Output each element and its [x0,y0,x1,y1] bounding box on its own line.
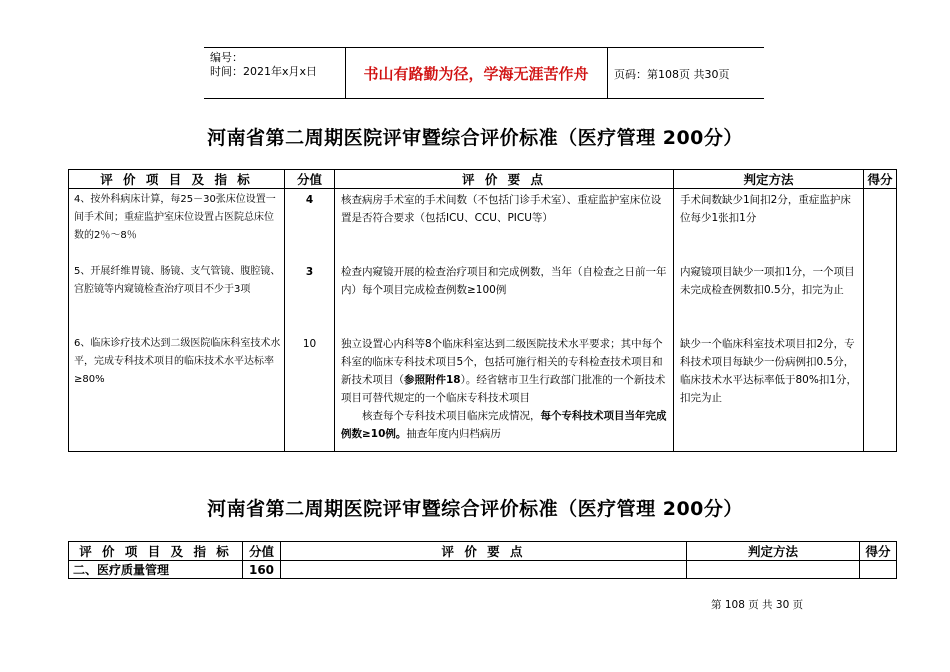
req-6-check [341,407,668,443]
header-page-number: 页码：第108页 共30页 [614,68,730,81]
req-6-check-text: 抽查年度内归档病历 [406,428,501,440]
col-header-item: 评 价 项 目 及 指 标 [69,542,243,561]
req-6-text: 独立设置心内科等8个临床科室达到二级医院技术水平要求；其中每个科室的临床专科技术项目5个，包括可施行相关的专科检查技术项目和新技术项目（ [341,338,663,386]
col-header-requirements: 评 价 要 点 [335,170,674,189]
score-6: 10 [302,338,317,350]
req-5: 检查内窥镜开展的检查治疗项目和完成例数，当年（自检查之日前一年内）每个项目完成检查例数≥100例 [341,266,667,296]
code-label: 编号： [210,51,243,64]
section-label: 二、医疗质量管理 [69,561,243,579]
col-header-got-score: 得分 [860,542,897,561]
req-4: 核查病房手术室的手术间数（不包括门诊手术室）、重症监护室床位设置是否符合要求（包括ICU、CCU、PICU等） [341,194,662,224]
col-header-requirements: 评 价 要 点 [281,542,687,561]
evaluation-table [68,169,897,452]
req-6 [341,335,668,407]
scores-cell [285,189,335,452]
score-5: 3 [305,266,314,278]
req-6-check-text: 核查每个专科技术项目临床完成情况， [362,410,541,422]
page-title: 河南省第二周期医院评审暨综合评价标准（医疗管理 200分） [207,127,743,149]
col-header-got-score: 得分 [864,170,897,189]
col-header-item: 评 价 项 目 及 指 标 [69,170,285,189]
requirements-cell [335,189,674,452]
empty-cell [860,561,897,579]
evaluation-table-continued [68,541,897,579]
table-row [69,561,897,579]
empty-cell [687,561,860,579]
req-6-threshold: 每个专科技术项目当年完成例数≥10例。 [341,410,667,440]
header-divider [345,48,346,98]
attachment-ref: 参照附件18 [404,374,461,386]
got-score-cell [864,189,897,452]
method-5: 内窥镜项目缺少一项扣1分，一个项目未完成检查例数扣0.5分，扣完为止 [680,266,855,296]
item-5: 5、开展纤维胃镜、肠镜、支气管镜、腹腔镜、宫腔镜等内窥镜检查治疗项目不少于3项 [74,266,281,295]
col-header-score: 分值 [285,170,335,189]
item-4: 4、按外科病床计算，每25－30张床位设置一间手术间；重症监护室床位设置占医院总床位数的2％～8％ [74,194,276,241]
table-header-row [69,170,897,189]
col-header-score: 分值 [243,542,281,561]
page-footer: 第 108 页 共 30 页 [711,599,804,611]
header-meta [210,51,317,79]
table-row [69,189,897,452]
empty-cell [281,561,687,579]
table-header-row [69,542,897,561]
col-header-method: 判定方法 [674,170,864,189]
document-header [204,47,764,99]
section-score: 160 [243,561,281,579]
time-line: 时间：2021年x月x日 [210,65,318,78]
req-6-text: ）。经省辖市卫生行政部门批准的一个新技术项目可替代规定的一个临床专科技术项目 [341,374,666,404]
score-4: 4 [305,194,314,206]
page-title-repeat: 河南省第二周期医院评审暨综合评价标准（医疗管理 200分） [207,498,743,520]
methods-cell [674,189,864,452]
header-divider [607,48,608,98]
method-6: 缺少一个临床科室技术项目扣2分，专科技术项目每缺少一份病例扣0.5分，临床技术水平达标率低于80%扣1分，扣完为止 [680,338,858,404]
item-6: 6、临床诊疗技术达到二级医院临床科室技术水平，完成专科技术项目的临床技术水平达标率≥80% [74,338,281,385]
items-cell [69,189,285,452]
method-4: 手术间数缺少1间扣2分，重症监护床位每少1张扣1分 [680,194,851,224]
col-header-method: 判定方法 [687,542,860,561]
header-motto: 书山有路勤为径，学海无涯苦作舟 [363,65,589,83]
